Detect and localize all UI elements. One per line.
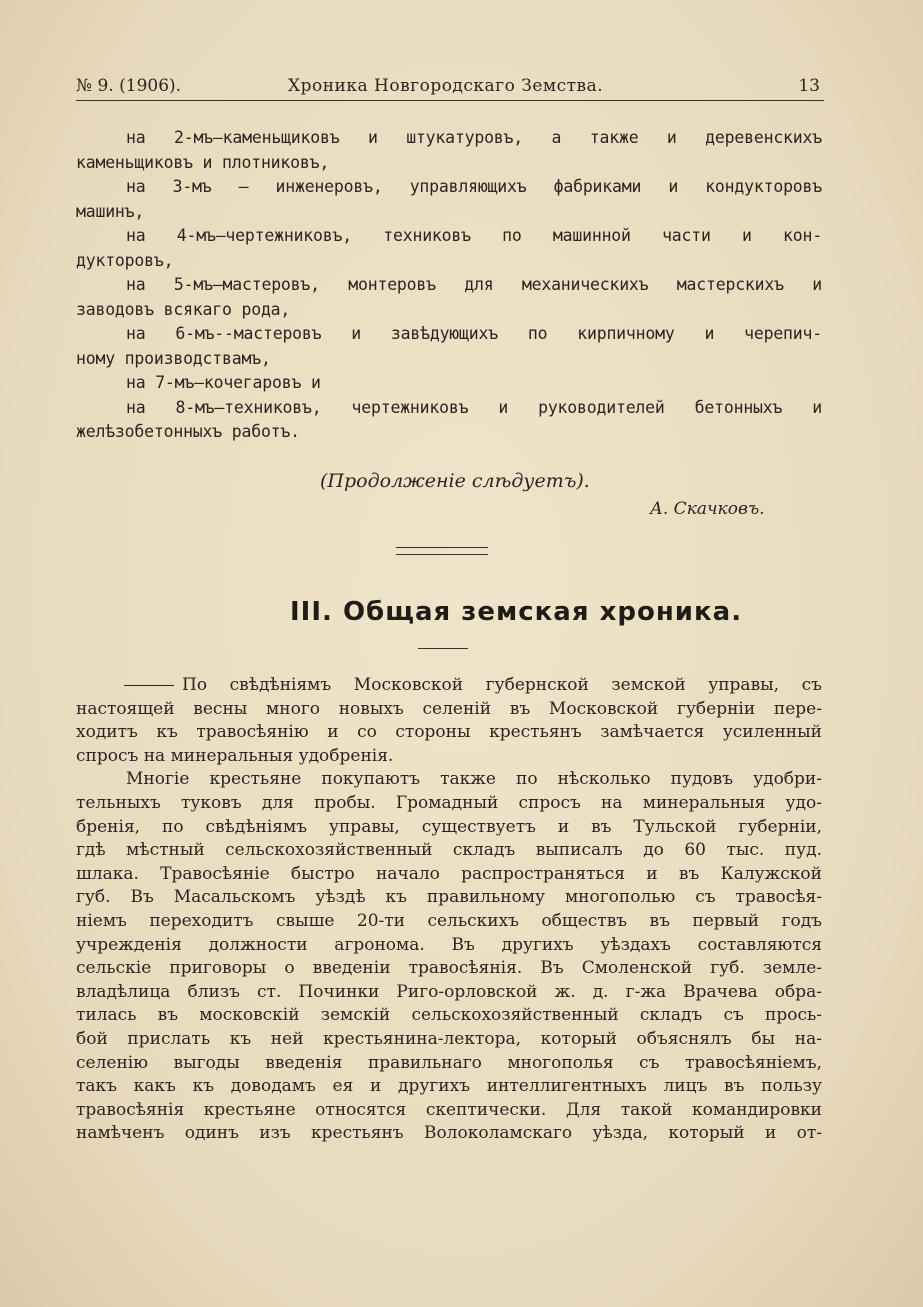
text-line: каменьщиковъ и плотниковъ, — [76, 152, 330, 172]
text-line: машинъ, — [76, 201, 145, 221]
text-line: гдѣ мѣстный сельскохозяйственный складъ выписалъ до 60 тыс. пуд. — [76, 840, 822, 861]
text-line: шлака. Травосѣяніе быстро начало распространяться и въ Калужской — [76, 863, 822, 884]
text-line: дукторовъ, — [76, 250, 174, 270]
issue-number: № 9. (1906). — [76, 76, 182, 96]
section-title: III. Общая земская хроника. — [290, 597, 743, 627]
text-line — [76, 674, 822, 698]
text-line-content: По свѣдѣніямъ Московской губернской земской управы, съ — [182, 675, 822, 695]
text-line: бой прислать къ ней крестьянина-лектора, который объяснялъ бы на- — [76, 1028, 822, 1049]
section-separator — [396, 547, 488, 555]
paragraph-block — [76, 674, 822, 1146]
text-line: владѣлица близъ ст. Починки Риго-орловской ж. д. г-жа Врачева обра- — [76, 981, 822, 1002]
text-line: заводовъ всякаго рода, — [76, 299, 291, 319]
continuation-note: (Продолженіе слѣдуетъ). — [320, 470, 590, 492]
text-line: на 2-мъ—каменьщиковъ и штукатуровъ, а также и деревенскихъ — [126, 128, 822, 147]
text-line: тилась въ московскій земскій сельскохозяйственный складъ съ прось- — [76, 1005, 822, 1026]
journal-title: Хроника Новгородскаго Земства. — [288, 76, 604, 96]
text-line: бренія, по свѣдѣніямъ управы, существуетъ и въ Тульской губерніи, — [76, 816, 822, 837]
title-rule — [418, 648, 468, 649]
text-line: намѣченъ одинъ изъ крестьянъ Волоколамскаго уѣзда, который и от- — [76, 1123, 822, 1144]
text-line: селенію выгоды введенія правильнаго многополья съ травосѣяніемъ, — [76, 1052, 822, 1073]
running-header — [76, 74, 824, 101]
em-dash-rule — [124, 685, 174, 686]
list-block — [76, 126, 822, 445]
text-line: травосѣянія крестьяне относятся скептически. Для такой командировки — [76, 1099, 822, 1120]
text-line: настоящей весны много новыхъ селеній въ Московской губерніи пере- — [76, 698, 822, 719]
text-line: на 8-мъ—техниковъ, чертежниковъ и руководителей бетонныхъ и — [126, 397, 822, 417]
text-line: сельскіе приговоры о введеніи травосѣянія. Въ Смоленской губ. земле- — [76, 958, 822, 979]
text-line: на 5-мъ—мастеровъ, монтеровъ для механическихъ мастерскихъ и — [126, 275, 822, 294]
text-line: губ. Въ Масальскомъ уѣздѣ къ правильному многополью съ травосѣя- — [76, 887, 822, 908]
text-line: ніемъ переходитъ свыше 20-ти сельскихъ обществъ въ первый годъ — [76, 910, 822, 931]
text-line: ному производствамъ, — [76, 348, 271, 368]
text-line: на 7-мъ—кочегаровъ и — [126, 373, 321, 392]
text-line: на 6-мъ--мастеровъ и завѣдующихъ по кирпичному и черепич- — [126, 324, 822, 343]
text-line: на 3-мъ – инженеровъ, управляющихъ фабриками и кондукторовъ — [126, 177, 822, 196]
text-line: желѣзобетонныхъ работъ. — [76, 422, 300, 441]
page-number: 13 — [798, 76, 820, 96]
text-line: спросъ на минеральныя удобренія. — [76, 745, 394, 766]
text-line: Многіе крестьяне покупаютъ также по нѣсколько пудовъ удобри- — [126, 769, 822, 790]
text-line: такъ какъ къ доводамъ ея и другихъ интеллигентныхъ лицъ въ пользу — [76, 1076, 822, 1097]
text-line: учрежденія должности агронома. Въ другихъ уѣздахъ составляются — [76, 934, 822, 955]
author-signature: А. Скачковъ. — [650, 499, 765, 519]
text-line: тельныхъ туковъ для пробы. Громадный спросъ на минеральныя удо- — [76, 792, 822, 813]
text-line: на 4-мъ—чертежниковъ, техниковъ по машинной части и кон- — [126, 226, 822, 245]
text-line: ходитъ къ травосѣянію и со стороны крестьянъ замѣчается усиленный — [76, 722, 822, 743]
